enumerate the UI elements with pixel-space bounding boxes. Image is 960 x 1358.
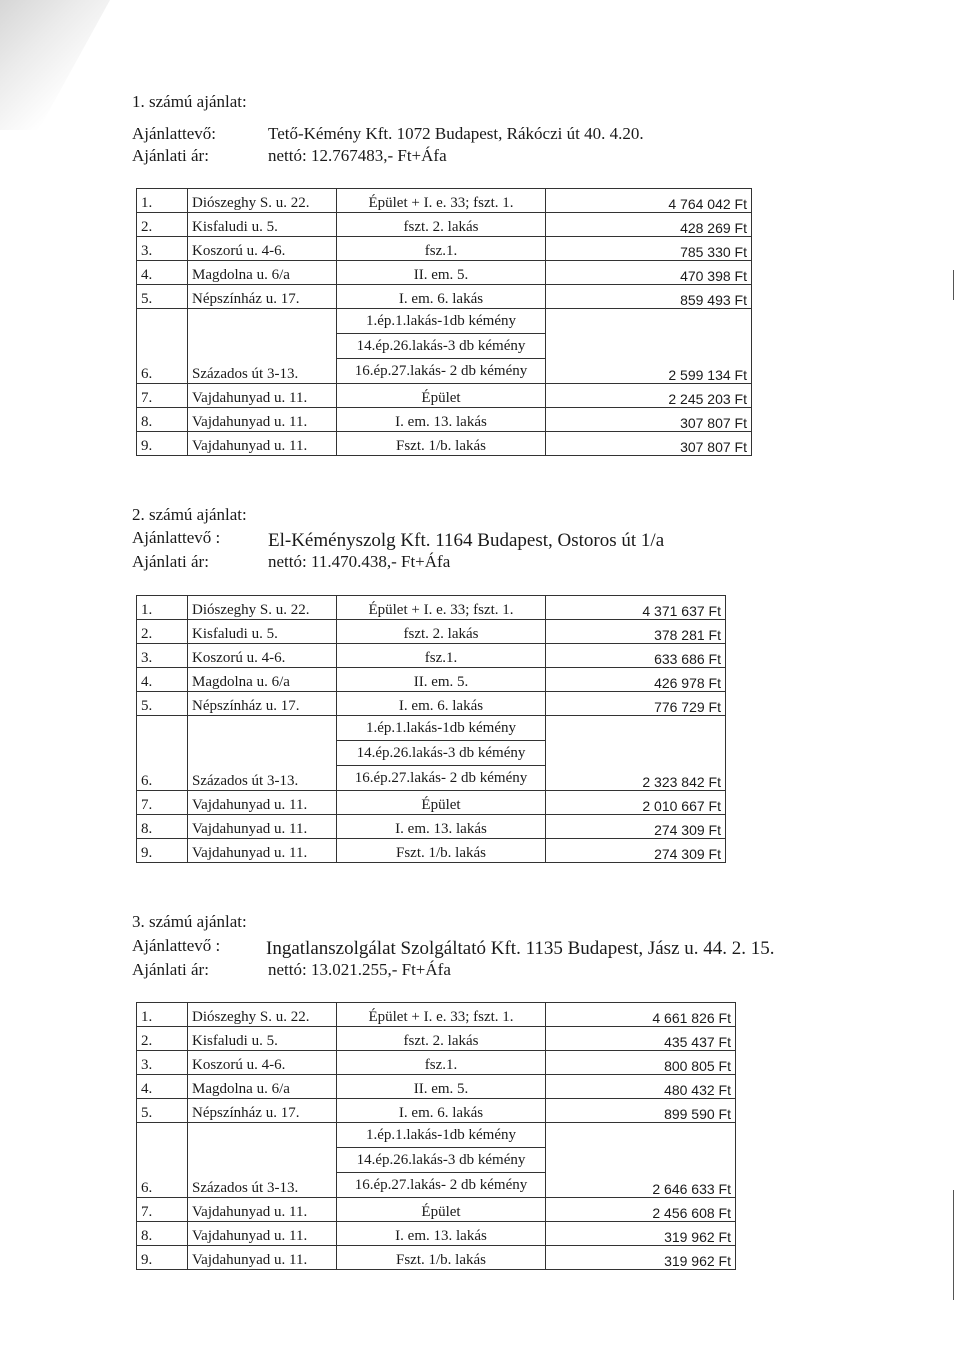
row-unit: Épület + I. e. 33; fszt. 1. [337,189,546,213]
row-unit: II. em. 5. [337,261,546,285]
row-address: Koszorú u. 4-6. [188,644,337,668]
row-address: Koszorú u. 4-6. [188,1051,337,1075]
table-row [137,408,752,432]
table-row [137,285,752,309]
row-price: 274 309 Ft [546,839,726,863]
row-number: 9. [137,839,188,863]
row-unit-list [337,1123,546,1198]
price-label: Ajánlati ár: [132,146,209,165]
table-row [137,596,726,620]
table-row [137,692,726,716]
table-row [137,1246,736,1270]
row-address: Kisfaludi u. 5. [188,1027,337,1051]
row-unit: fsz.1. [337,237,546,261]
row-number: 3. [137,1051,188,1075]
row-address: Vajdahunyad u. 11. [188,408,337,432]
row-number: 9. [137,1246,188,1270]
price-value: nettó: 11.470.438,- Ft+Áfa [268,552,451,571]
row-address: Százados út 3-13. [188,309,337,384]
row-address: Magdolna u. 6/a [188,668,337,692]
offer-table [136,188,752,456]
table-row [137,1003,736,1027]
table-row [137,644,726,668]
row-unit: II. em. 5. [337,668,546,692]
row-price: 426 978 Ft [546,668,726,692]
row-number: 8. [137,815,188,839]
row-price: 899 590 Ft [546,1099,736,1123]
table-row [137,620,726,644]
row-unit: Épület + I. e. 33; fszt. 1. [337,1003,546,1027]
table-row [137,189,752,213]
row-number: 5. [137,692,188,716]
table-row [137,213,752,237]
bidder-label: Ajánlattevő : [132,528,221,547]
row-price: 319 962 Ft [546,1246,736,1270]
row-unit: I. em. 6. lakás [337,285,546,309]
row-price: 274 309 Ft [546,815,726,839]
bidder-value: Ingatlanszolgálat Szolgáltató Kft. 1135 Budapest, Jász u. 44. 2. 15. [266,938,775,959]
row-unit: fsz.1. [337,1051,546,1075]
offer-table [136,595,726,863]
row-unit: fszt. 2. lakás [337,1027,546,1051]
row-price: 785 330 Ft [546,237,752,261]
row-unit: Fszt. 1/b. lakás [337,1246,546,1270]
row-price: 470 398 Ft [546,261,752,285]
price-label: Ajánlati ár: [132,960,209,979]
row-unit: fszt. 2. lakás [337,620,546,644]
scan-edge-line [953,270,954,300]
scan-edge-line [953,1190,954,1300]
row-unit: 14.ép.26.lakás-3 db kémény [337,334,545,359]
bidder-value: Tető-Kémény Kft. 1072 Budapest, Rákóczi út 40. 4.20. [268,124,644,143]
row-number: 2. [137,1027,188,1051]
row-address: Vajdahunyad u. 11. [188,839,337,863]
row-unit: 16.ép.27.lakás- 2 db kémény [354,770,528,786]
table-row [137,668,726,692]
table-row [137,716,726,791]
row-address: Népszínház u. 17. [188,692,337,716]
row-price: 319 962 Ft [546,1222,736,1246]
row-unit: 16.ép.27.lakás- 2 db kémény [354,363,528,379]
row-number: 1. [137,189,188,213]
row-price: 633 686 Ft [546,644,726,668]
row-price: 859 493 Ft [546,285,752,309]
row-price: 307 807 Ft [546,432,752,456]
row-number: 5. [137,1099,188,1123]
row-unit: I. em. 13. lakás [337,815,546,839]
row-address: Népszínház u. 17. [188,285,337,309]
row-price: 4 661 826 Ft [546,1003,736,1027]
table-row [137,815,726,839]
row-unit: fszt. 2. lakás [337,213,546,237]
bidder-label: Ajánlattevő: [132,124,217,143]
offer-title: 3. számú ajánlat: [132,912,247,931]
table-row [137,1198,736,1222]
table-row [137,1027,736,1051]
table-row [137,1051,736,1075]
row-unit: 16.ép.27.lakás- 2 db kémény [354,1177,528,1193]
row-address: Kisfaludi u. 5. [188,620,337,644]
row-number: 5. [137,285,188,309]
row-address: Népszínház u. 17. [188,1099,337,1123]
row-price: 480 432 Ft [546,1075,736,1099]
price-label: Ajánlati ár: [132,552,209,571]
offer-table [136,1002,736,1270]
table-row [137,384,752,408]
row-price: 4 371 637 Ft [546,596,726,620]
table-row [137,309,752,384]
row-unit: 14.ép.26.lakás-3 db kémény [337,741,545,766]
row-address: Diószeghy S. u. 22. [188,1003,337,1027]
row-price: 2 646 633 Ft [546,1123,736,1198]
row-price: 2 245 203 Ft [546,384,752,408]
table-row [137,1099,736,1123]
table-row [137,839,726,863]
row-unit: I. em. 6. lakás [337,692,546,716]
row-unit: Épület [337,1198,546,1222]
row-address: Magdolna u. 6/a [188,261,337,285]
row-price: 2 599 134 Ft [546,309,752,384]
bidder-label: Ajánlattevő : [132,936,221,955]
row-unit: Épület + I. e. 33; fszt. 1. [337,596,546,620]
table-row [137,1222,736,1246]
bidder-value: El-Kéményszolg Kft. 1164 Budapest, Ostoros út 1/a [268,530,665,551]
row-unit-list [337,716,546,791]
row-number: 7. [137,1198,188,1222]
row-price: 378 281 Ft [546,620,726,644]
scan-corner-shadow [0,0,110,130]
row-unit: Épület [337,791,546,815]
row-address: Koszorú u. 4-6. [188,237,337,261]
row-number: 1. [137,596,188,620]
row-address: Vajdahunyad u. 11. [188,815,337,839]
row-unit: Fszt. 1/b. lakás [337,839,546,863]
row-number: 8. [137,1222,188,1246]
row-number: 6. [137,1123,188,1198]
row-address: Százados út 3-13. [188,1123,337,1198]
row-price: 2 323 842 Ft [546,716,726,791]
row-number: 2. [137,213,188,237]
row-number: 4. [137,261,188,285]
row-unit: I. em. 13. lakás [337,408,546,432]
row-address: Százados út 3-13. [188,716,337,791]
table-row [137,1123,736,1198]
row-address: Kisfaludi u. 5. [188,213,337,237]
row-number: 9. [137,432,188,456]
row-address: Vajdahunyad u. 11. [188,1222,337,1246]
table-row [137,261,752,285]
row-unit: 1.ép.1.lakás-1db kémény [337,1123,545,1148]
row-unit: Fszt. 1/b. lakás [337,432,546,456]
row-number: 3. [137,644,188,668]
row-unit: II. em. 5. [337,1075,546,1099]
table-row [137,1075,736,1099]
row-number: 1. [137,1003,188,1027]
row-number: 4. [137,1075,188,1099]
row-price: 307 807 Ft [546,408,752,432]
row-price: 2 456 608 Ft [546,1198,736,1222]
row-price: 435 437 Ft [546,1027,736,1051]
row-address: Diószeghy S. u. 22. [188,596,337,620]
row-unit: I. em. 6. lakás [337,1099,546,1123]
row-number: 3. [137,237,188,261]
offer-title: 1. számú ajánlat: [132,92,247,111]
row-address: Vajdahunyad u. 11. [188,1246,337,1270]
row-unit-list [337,309,546,384]
table-row [137,432,752,456]
row-price: 4 764 042 Ft [546,189,752,213]
row-address: Diószeghy S. u. 22. [188,189,337,213]
row-price: 428 269 Ft [546,213,752,237]
row-number: 6. [137,716,188,791]
row-number: 6. [137,309,188,384]
row-unit: Épület [337,384,546,408]
row-unit: 14.ép.26.lakás-3 db kémény [337,1148,545,1173]
row-number: 7. [137,384,188,408]
row-address: Vajdahunyad u. 11. [188,791,337,815]
row-price: 800 805 Ft [546,1051,736,1075]
row-number: 4. [137,668,188,692]
row-number: 8. [137,408,188,432]
row-number: 2. [137,620,188,644]
row-address: Vajdahunyad u. 11. [188,432,337,456]
row-address: Vajdahunyad u. 11. [188,384,337,408]
offer-title: 2. számú ajánlat: [132,505,247,524]
row-unit: 1.ép.1.lakás-1db kémény [337,716,545,741]
price-value: nettó: 12.767483,- Ft+Áfa [268,146,447,165]
row-address: Magdolna u. 6/a [188,1075,337,1099]
row-number: 7. [137,791,188,815]
price-value: nettó: 13.021.255,- Ft+Áfa [268,960,451,979]
table-row [137,791,726,815]
row-unit: fsz.1. [337,644,546,668]
table-row [137,237,752,261]
row-price: 776 729 Ft [546,692,726,716]
row-price: 2 010 667 Ft [546,791,726,815]
row-address: Vajdahunyad u. 11. [188,1198,337,1222]
row-unit: 1.ép.1.lakás-1db kémény [337,309,545,334]
row-unit: I. em. 13. lakás [337,1222,546,1246]
